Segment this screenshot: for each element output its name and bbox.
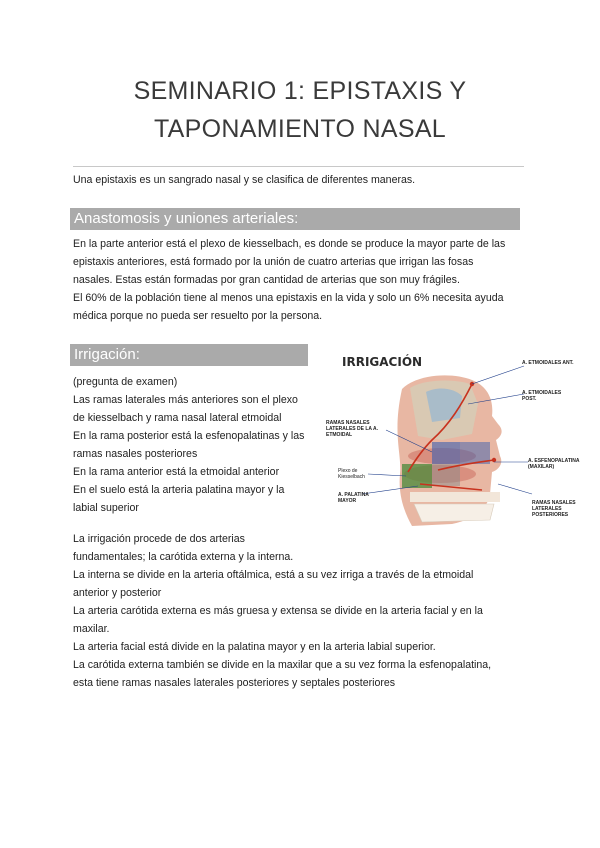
label-etmoidales-post: A. ETMOIDALES POST. (522, 390, 562, 402)
title-line-1: SEMINARIO 1: EPISTAXIS Y (133, 77, 467, 105)
text-line: La interna se divide en la arteria oftálmica, está a su vez irriga a través de la etmoidal (73, 569, 474, 581)
label-kiesselbach: Plexo de Kiesselbach (338, 468, 365, 480)
text-line: El 60% de la población tiene al menos una epistaxis en la vida y solo un 6% necesita ayuda (73, 292, 504, 304)
palate (410, 492, 500, 502)
teeth (414, 504, 494, 522)
text-line: En la parte anterior está el plexo de kiesselbach, es donde se produce la mayor parte de las (73, 238, 506, 250)
text-line: de kiesselbach y rama nasal lateral etmoidal (73, 412, 282, 424)
label-ramas-etmoidal: RAMAS NASALES LATERALES DE LA A. ETMOIDAL (326, 420, 379, 438)
text-line: En el suelo está la arteria palatina mayor y la (73, 484, 285, 496)
text-line: maxilar. (73, 623, 110, 635)
text-line: La carótida externa también se divide en la maxilar que a su vez forma la esfenopalatina, (73, 659, 492, 671)
text-line: La arteria facial está divide en la palatina mayor y en la arteria labial superior. (73, 641, 436, 653)
text-line: (pregunta de examen) (73, 376, 178, 388)
text-line: médica porque no pueda ser resuelto por la persona. (73, 310, 323, 322)
section1-paragraph (73, 235, 528, 325)
label-palatina-mayor: A. PALATINA MAYOR (338, 492, 369, 504)
artery-node (492, 458, 496, 462)
label-ramas-posteriores: RAMAS NASALES LATERALES POSTERIORES (532, 500, 576, 518)
text-line: En la rama anterior está la etmoidal anterior (73, 466, 280, 478)
text-line: labial superior (73, 502, 139, 514)
label-esfenopalatina: A. ESFENOPALATINA (MAXILAR) (528, 458, 580, 470)
leader-line (472, 366, 524, 384)
text-line: epistaxis anteriores, está formado por la unión de cuatro arterias que irrigan las fosas (73, 256, 474, 268)
intro-paragraph: Una epistaxis es un sangrado nasal y se clasifica de diferentes maneras. (73, 174, 416, 186)
etmoidal-region (432, 442, 460, 464)
figure-title: IRRIGACIÓN (342, 355, 423, 369)
title-divider (73, 166, 524, 167)
text-line: nasales. Estas están formadas por gran cantidad de arterias que son muy frágiles. (73, 274, 460, 286)
text-line: anterior y posterior (73, 587, 162, 599)
sinus-cavity (426, 389, 462, 422)
label-etmoidales-ant: A. ETMOIDALES ANT. (522, 360, 574, 366)
leader-line (498, 484, 532, 494)
irrigacion-body-paragraph (73, 530, 528, 692)
text-line: La arteria carótida externa es más gruesa y extensa se divide en la arteria facial y en la (73, 605, 483, 617)
text-line: esta tiene ramas nasales laterales posteriores y septales posteriores (73, 677, 396, 689)
irrigation-figure (322, 344, 584, 530)
text-line: Las ramas laterales más anteriores son el plexo (73, 394, 298, 406)
text-line: fundamentales; la carótida externa y la interna. (73, 551, 294, 563)
text-line: En la rama posterior está la esfenopalatinas y las (73, 430, 305, 442)
section-heading-anastomosis: Anastomosis y uniones arteriales: (70, 208, 520, 230)
page-title (70, 72, 530, 148)
irrigacion-left-column (73, 373, 323, 517)
text-line: La irrigación procede de dos arterias (73, 533, 245, 545)
title-line-2: TAPONAMIENTO NASAL (153, 115, 447, 143)
text-line: ramas nasales posteriores (73, 448, 198, 460)
section-heading-irrigacion: Irrigación: (70, 344, 308, 366)
